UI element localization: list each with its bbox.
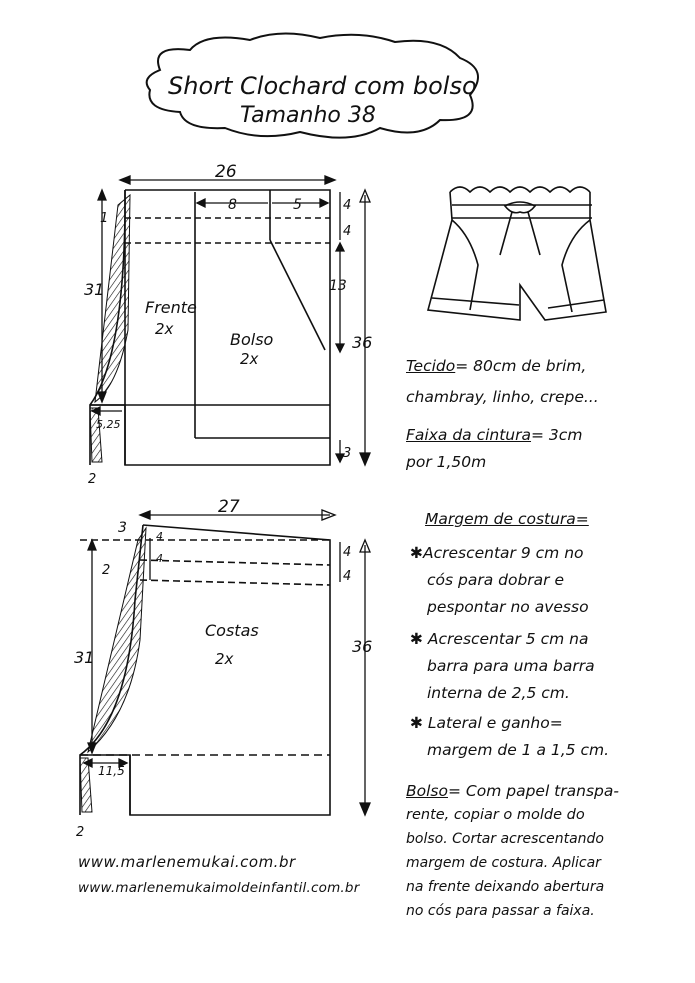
back-dim-band-1: 4 [343,545,352,560]
pocket-text-3: bolso. Cortar acrescentando [406,831,604,847]
back-dim-band-left-2: 4 [156,552,163,565]
back-dim-right: 36 [352,637,373,656]
waist-note [406,424,582,447]
front-dim-top: 26 [215,162,237,182]
waist-text-2: por 1,50m [406,453,487,471]
back-dim-tip-bottom: 2 [76,825,85,840]
front-dim-right: 36 [352,333,373,352]
front-dim-left: 31 [84,280,105,299]
back-dim-top: 27 [218,497,240,517]
front-dim-tip-top: 1 [100,211,109,226]
seam-1-a: ✱Acrescentar 9 cm no [410,544,584,562]
pocket-text-2: rente, copiar o molde do [406,807,585,823]
front-dim-crotch: 5,25 [96,418,121,431]
fabric-label: Tecido [406,357,456,375]
back-qty: 2x [215,650,234,668]
seam-3-a: ✱ Lateral e ganho= [410,714,563,732]
shorts-illustration [428,187,606,320]
waist-label: Faixa da cintura [406,426,532,444]
website-2[interactable]: www.marlenemukaimoldeinfantil.com.br [78,880,360,896]
back-dim-left: 31 [74,648,95,667]
fabric-note [406,355,586,378]
front-dim-pocket-b: 5 [293,197,302,213]
seam-1-c: pespontar no avesso [427,598,589,616]
seam-3-b: margem de 1 a 1,5 cm. [427,741,610,759]
back-hatch [88,528,146,752]
fabric-text-2: chambray, linho, crepe... [406,388,599,406]
seam-2-a: ✱ Acrescentar 5 cm na [410,630,589,648]
pocket-note-label: Bolso [406,782,448,800]
front-dimensions [92,176,373,465]
back-dim-rise: 3 [118,520,127,536]
front-dim-hem: 3 [343,446,352,461]
title-line-2: Tamanho 38 [240,103,376,128]
seam-2-b: barra para uma barra [427,657,595,675]
waist-text-1: = 3cm [531,426,583,444]
front-qty: 2x [155,320,174,338]
seam-2-c: interna de 2,5 cm. [427,684,570,702]
pocket-note [406,780,619,803]
seam-heading: Margem de costura= [425,510,589,528]
front-dim-pocket-a: 8 [228,197,237,213]
pocket-text-6: no cós para passar a faixa. [406,903,595,919]
pocket-text-4: margem de costura. Aplicar [406,855,601,871]
front-dim-band-1: 4 [343,198,352,213]
front-hatch-bottom [90,408,102,462]
pocket-text-5: na frente deixando abertura [406,879,605,895]
website-1[interactable]: www.marlenemukai.com.br [78,853,296,871]
back-dim-crotch: 11,5 [98,764,125,778]
back-dim-band-2: 4 [343,569,352,584]
front-piece [90,190,330,465]
pocket-label: Bolso [230,330,274,349]
front-dim-tip-bottom: 2 [88,472,97,487]
pocket-qty: 2x [240,350,259,368]
front-label: Frente [145,298,197,317]
back-dim-band-left-1: 4 [156,530,163,543]
seam-1-b: cós para dobrar e [427,571,565,589]
pocket-text-1: = Com papel transpa- [447,782,619,800]
front-dim-pocket-depth: 13 [329,278,347,294]
title-line-1: Short Clochard com bolso [168,72,477,100]
back-label: Costas [205,621,259,640]
front-dim-band-2: 4 [343,224,352,239]
back-dim-tip-left: 2 [102,563,111,578]
fabric-text-1: = 80cm de brim, [455,357,587,375]
